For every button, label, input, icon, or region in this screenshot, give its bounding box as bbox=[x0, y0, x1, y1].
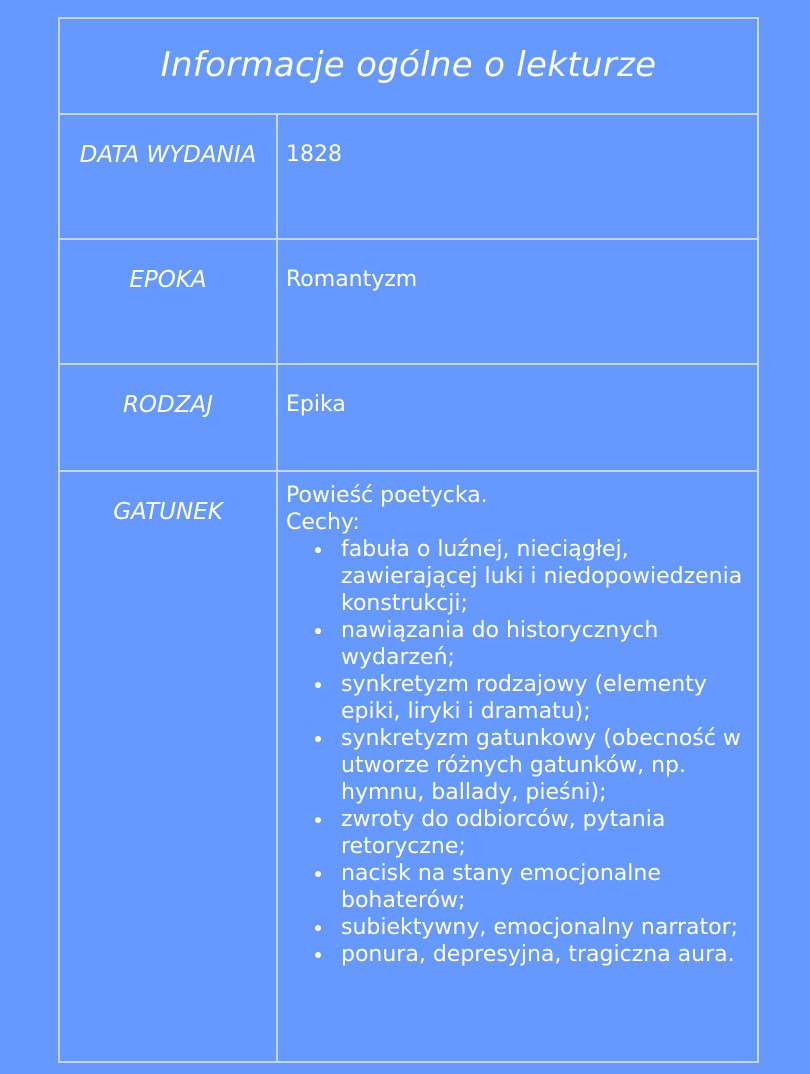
list-item: ponura, depresyjna, tragiczna aura. bbox=[341, 941, 747, 968]
row-label: DATA WYDANIA bbox=[60, 115, 278, 238]
genre-intro: Powieść poetycka. bbox=[286, 483, 488, 508]
features-list bbox=[286, 536, 747, 968]
list-item: nacisk na stany emocjonalne bohaterów; bbox=[341, 860, 747, 914]
table-row-data-wydania bbox=[60, 115, 757, 240]
list-item: zwroty do odbiorców, pytania retoryczne; bbox=[341, 806, 747, 860]
row-value bbox=[278, 472, 757, 1063]
list-item: fabuła o luźnej, nieciągłej, zawierającej luki i niedopowiedzenia konstrukcji; bbox=[341, 536, 747, 617]
row-label: GATUNEK bbox=[60, 472, 278, 1063]
list-item: nawiązania do historycznych wydarzeń; bbox=[341, 617, 747, 671]
table-row-rodzaj bbox=[60, 365, 757, 472]
row-value: Romantyzm bbox=[286, 267, 418, 292]
table-header bbox=[60, 19, 757, 115]
row-value: 1828 bbox=[286, 142, 342, 167]
features-label: Cechy: bbox=[286, 510, 360, 535]
table-row-epoka bbox=[60, 240, 757, 365]
list-item: subiektywny, emocjonalny narrator; bbox=[341, 914, 747, 941]
row-label: RODZAJ bbox=[60, 365, 278, 470]
table-row-gatunek bbox=[60, 472, 757, 1063]
list-item: synkretyzm gatunkowy (obecność w utworze różnych gatunków, np. hymnu, ballady, pieśni); bbox=[341, 725, 747, 806]
list-item: synkretyzm rodzajowy (elementy epiki, liryki i dramatu); bbox=[341, 671, 747, 725]
info-table bbox=[58, 17, 759, 1063]
row-value: Epika bbox=[286, 392, 346, 417]
page-title: Informacje ogólne o lekturze bbox=[160, 45, 657, 85]
row-label: EPOKA bbox=[60, 240, 278, 363]
